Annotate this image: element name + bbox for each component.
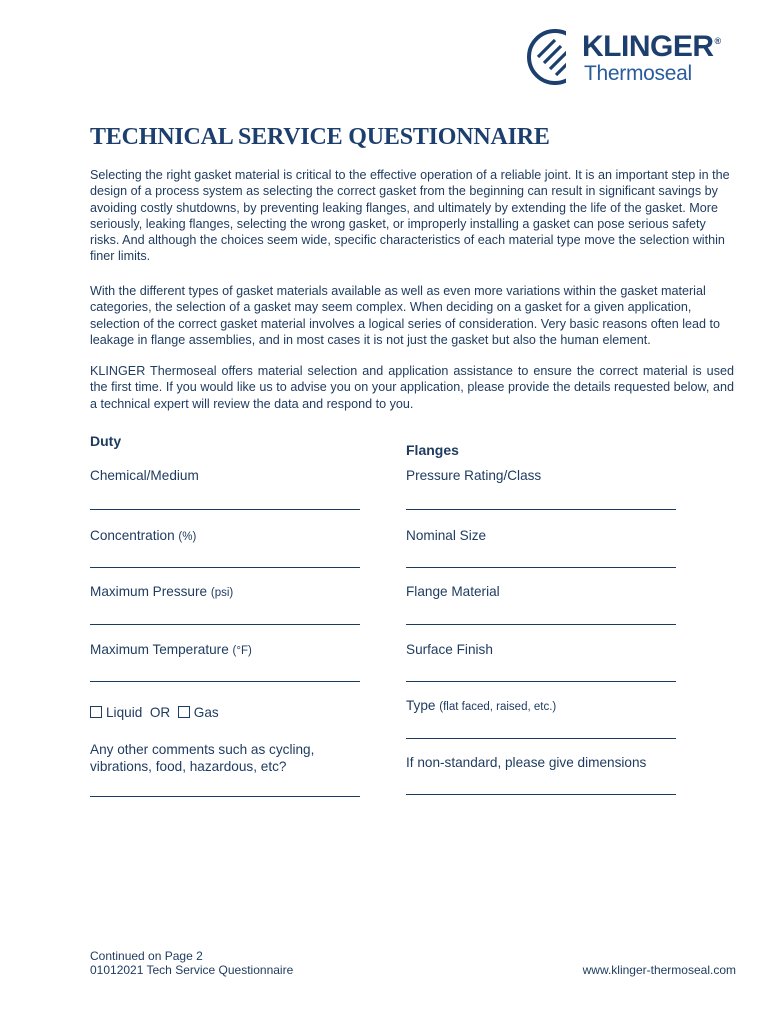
other-comments-label: Any other comments such as cycling, vibrations, food, hazardous, etc? — [90, 742, 315, 774]
klinger-logo-icon — [526, 28, 584, 86]
chemical-medium-label: Chemical/Medium — [90, 468, 199, 483]
max-pressure-label: Maximum Pressure (psi) — [90, 584, 234, 599]
brand-name: KLINGER® — [582, 30, 721, 63]
max-temperature-label: Maximum Temperature (°F) — [90, 642, 252, 657]
gas-checkbox[interactable] — [178, 706, 190, 718]
brand-subname: Thermoseal — [584, 62, 692, 85]
flange-type-field[interactable] — [406, 738, 676, 739]
liquid-checkbox[interactable] — [90, 706, 102, 718]
gas-label: Gas — [193, 705, 219, 720]
nominal-size-label: Nominal Size — [406, 528, 487, 543]
liquid-label: Liquid — [106, 705, 143, 720]
flange-material-field[interactable] — [406, 624, 676, 625]
flanges-heading: Flanges — [406, 442, 459, 458]
pressure-rating-label: Pressure Rating/Class — [406, 468, 542, 483]
website-link[interactable]: www.klinger-thermoseal.com — [582, 963, 736, 977]
flange-material-label: Flange Material — [406, 584, 500, 599]
chemical-medium-field[interactable] — [90, 509, 360, 510]
max-pressure-field[interactable] — [90, 624, 360, 625]
intro-paragraph-2: With the different types of gasket materials available as well as even more variations within the gasket material categories, the selection of a gasket may seem complex. When deciding on a gasket for a given application, selection of the correct gasket material involves a logical series of consideration. Very basic reasons often lead to leakage in flange assemblies, and in most cases it is not just the gasket but also the human element. — [90, 284, 721, 347]
intro-paragraph-1: Selecting the right gasket material is critical to the effective operation of a reliable joint. It is an important step in the design of a process system as selecting the correct gasket from the beginning can result in significant savings by avoiding costly shutdowns, by preventing leaking flanges, and ultimately by extending the life of the gasket. More seriously, leaking flanges, selecting the wrong gasket, or improperly installing a gasket can pose serious safety risks. And although the choices seem wide, specific characteristics of each material type move the selection within finer limits. — [90, 168, 730, 264]
surface-finish-label: Surface Finish — [406, 642, 493, 657]
concentration-label: Concentration (%) — [90, 528, 197, 543]
pressure-rating-field[interactable] — [406, 509, 676, 510]
klinger-thermoseal-logo — [526, 28, 746, 90]
nonstandard-dimensions-field[interactable] — [406, 794, 676, 795]
nominal-size-field[interactable] — [406, 567, 676, 568]
document-id: 01012021 Tech Service Questionnaire — [90, 963, 294, 977]
page-title: TECHNICAL SERVICE QUESTIONNAIRE — [90, 124, 550, 150]
concentration-field[interactable] — [90, 567, 360, 568]
or-label: OR — [149, 705, 171, 720]
phase-selector — [90, 705, 219, 720]
flange-type-label: Type (flat faced, raised, etc.) — [406, 698, 557, 713]
nonstandard-dimensions-label: If non-standard, please give dimensions — [406, 755, 647, 770]
max-temperature-field[interactable] — [90, 681, 360, 682]
other-comments-field[interactable] — [90, 796, 360, 797]
duty-heading: Duty — [90, 433, 122, 449]
continued-note: Continued on Page 2 — [90, 949, 203, 963]
intro-paragraph-3: KLINGER Thermoseal offers material selection and application assistance to ensure the correct material is used the first time. If you would like us to advise you on your application, please provide the details requested below, and a technical expert will review the data and respond to you. — [90, 364, 734, 411]
surface-finish-field[interactable] — [406, 681, 676, 682]
